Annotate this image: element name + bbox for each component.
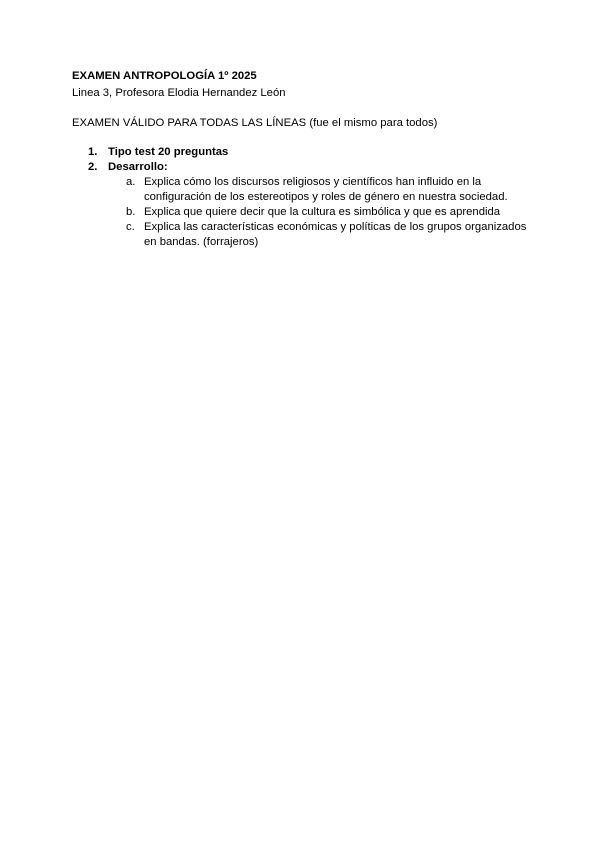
list-item-text: Tipo test 20 preguntas [108,146,229,158]
sub-list-item [108,205,542,220]
sub-question-list [108,175,542,250]
exam-subtitle: Linea 3, Profesora Elodia Hernandez León [72,87,286,99]
sub-list-item-text: Explica que quiere decir que la cultura es simbólica y que es aprendida [144,206,501,218]
list-item [72,145,542,160]
sub-list-item-letter: c. [126,221,135,233]
list-item-number: 1. [88,146,98,158]
list-item-text: Desarrollo: [108,161,168,173]
list-item [72,160,542,250]
sub-list-item-letter: a. [126,176,136,188]
exam-title: EXAMEN ANTROPOLOGÍA 1º 2025 [72,70,257,82]
sub-list-item [108,175,542,205]
list-item-number: 2. [88,161,98,173]
sub-list-item-letter: b. [126,206,136,218]
exam-notice: EXAMEN VÁLIDO PARA TODAS LAS LÍNEAS (fue el mismo para todos) [72,117,438,129]
question-list [72,145,542,250]
sub-list-item-text: Explica las características económicas y políticas de los grupos organizados en bandas. (forrajeros) [144,221,527,248]
sub-list-item [108,220,542,250]
sub-list-item-text: Explica cómo los discursos religiosos y científicos han influido en la configuración de los estereotipos y roles de género en nuestra sociedad. [144,176,508,203]
